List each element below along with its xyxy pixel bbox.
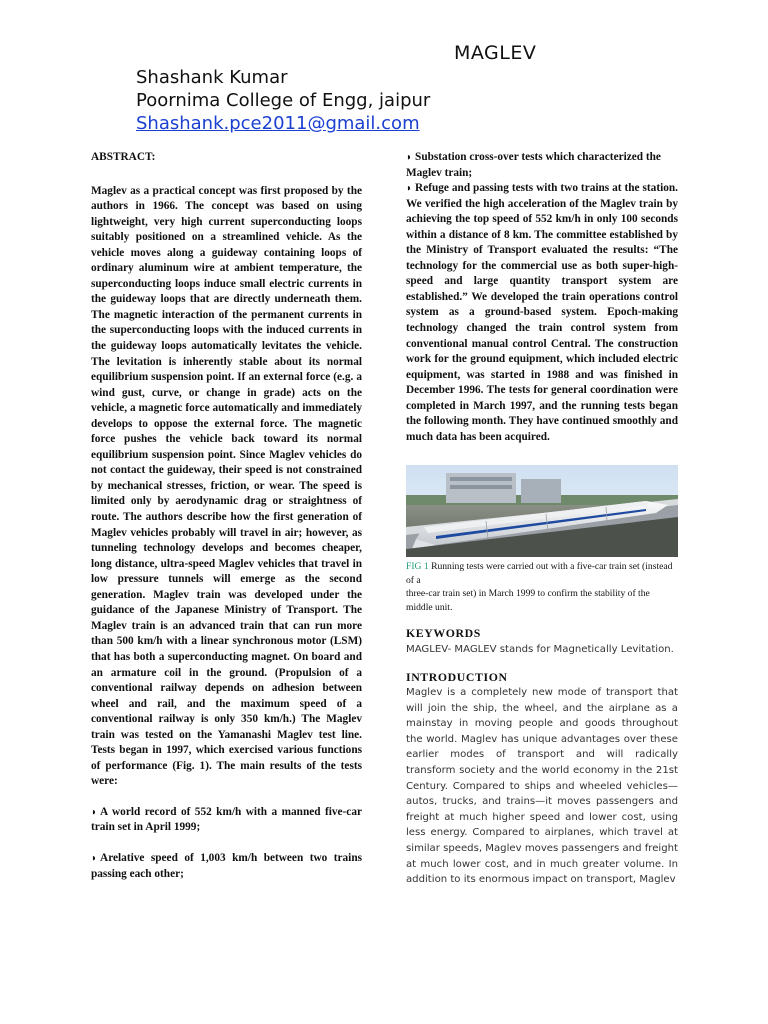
result-bullet-item [91, 805, 362, 836]
author-block [136, 66, 430, 135]
keywords-heading: KEYWORDS [406, 626, 481, 641]
author-name: Shashank Kumar [136, 67, 288, 88]
bullet-icon: ◗ [91, 852, 98, 864]
bullet-icon: ◗ [406, 152, 413, 163]
result-bullet-text: Substation cross-over tests which characterized the [415, 151, 661, 163]
abstract-heading: ABSTRACT: [91, 151, 156, 163]
keywords-text: MAGLEV- MAGLEV stands for Magnetically Levitation. [406, 643, 674, 655]
introduction-text: Maglev is a completely new mode of transport that will join the ship, the wheel, and the airplane as a mainstay in moving people and goods throughout the world. Maglev has unique advantages over these earlier modes of transport and will radically transform society and the world economy in the 21st Century. Compared to ships and wheeled vehicles—autos, trucks, and trains—it moves passengers and freight at much higher speed and lower cost, using less energy. Compared to airplanes, which travel at similar speeds, Maglev moves passengers and freight at much lower cost, and in much greater volume. In addition to its enormous impact on transport, Maglev [406, 687, 678, 886]
author-affiliation: Poornima College of Engg, jaipur [136, 90, 431, 111]
abstract-text: Maglev as a practical concept was first proposed by the authors in 1966. The concept was based on using lightweight, very high current superconducting loops suitably positioned on a streamlined vehicle. As the vehicle moves along a guideway containing loops of ordinary aluminum wire at ambient temperature, the superconducting loops induce small electric currents in the guideway loops that are directly underneath them. The magnetic interaction of the permanent currents in the superconducting loops with the induced currents in the guideway loops automatically levitates the vehicle. The levitation is inherently stable about its normal equilibrium suspension point. If an external force (e.g. a wind gust, curve, or change in grade) acts on the vehicle, a magnetic force automatically and immediately develops to oppose the external force. The magnetic force pushes the vehicle back toward its normal equilibrium suspension point. Since Maglev vehicles do not contact the guideway, their speed is not constrained by mechanical stresses, friction, or wear. The speed is limited only by aerodynamic drag or straightness of route. The authors describe how the first generation of Maglev vehicles probably will travel in air; however, as tunneling technology develops and becomes cheaper, long distance, ultra-speed Maglev vehicles that travel in low pressure tunnels will emerge as the second generation. Maglev train was developed under the guidance of the Japanese Ministry of Transport. The Maglev train is an advanced train that can run more than 500 km/h with a linear synchronous motor (LSM) that has both a superconducting magnet. On board and an armature coil in the ground. (Propulsion of a conventional railway depends on adhesion between wheel and rail, and the maximum speed of a conventional railway is only 350 km/h.) The Maglev train was tested on the Yamanashi Maglev test line. Tests began in 1997, which exercised various functions of performance (Fig. 1). The main results of the tests were: [91, 184, 362, 788]
right-column [406, 150, 678, 888]
figure-label: FIG 1 [406, 561, 429, 573]
introduction-heading: INTRODUCTION [406, 669, 508, 684]
bullet-icon: ◗ [91, 806, 98, 818]
document-title: MAGLEV [454, 42, 537, 64]
result-bullet-item [406, 150, 678, 166]
figure-caption [406, 560, 678, 587]
result-bullet-text: Refuge and passing tests with two trains at the station. We verified the high acceleration of the Maglev train by achieving the top speed of 552 km/h in only 100 seconds within a distance of 8 km. The committee established by the Ministry of Transport evaluated the results: “The technology for the commercial use as both super-high-speed and large quantity transport system are established.” We developed the train operations control system as a ground-based system. Epoch-making technology changed the train control system from conventional manual control Central. The construction work for the ground equipment, which included electric equipment, was started in 1988 and was finished in December 1996. The tests for general coordination were completed in March 1997, and the running tests began the following month. They have continued smoothly and much data has been acquired. [406, 182, 678, 443]
result-bullet-item [91, 851, 362, 882]
figure-caption-line-1: Running tests were carried out with a five-car train set (instead of a [406, 561, 673, 586]
result-bullet-text: Arelative speed of 1,003 km/h between two trains passing each other; [91, 851, 362, 880]
bullet-icon: ◗ [406, 183, 413, 195]
left-column [91, 150, 362, 882]
result-bullet-item [406, 181, 678, 445]
author-email-link[interactable]: Shashank.pce2011@gmail.com [136, 113, 420, 134]
result-bullet-continuation: Maglev train; [406, 166, 473, 179]
figure-caption-line-2: three-car train set) in March 1999 to confirm the stability of the middle unit. [406, 588, 650, 613]
maglev-train-photo [406, 465, 678, 557]
result-bullet-text: A world record of 552 km/h with a manned five-car train set in April 1999; [91, 805, 362, 834]
